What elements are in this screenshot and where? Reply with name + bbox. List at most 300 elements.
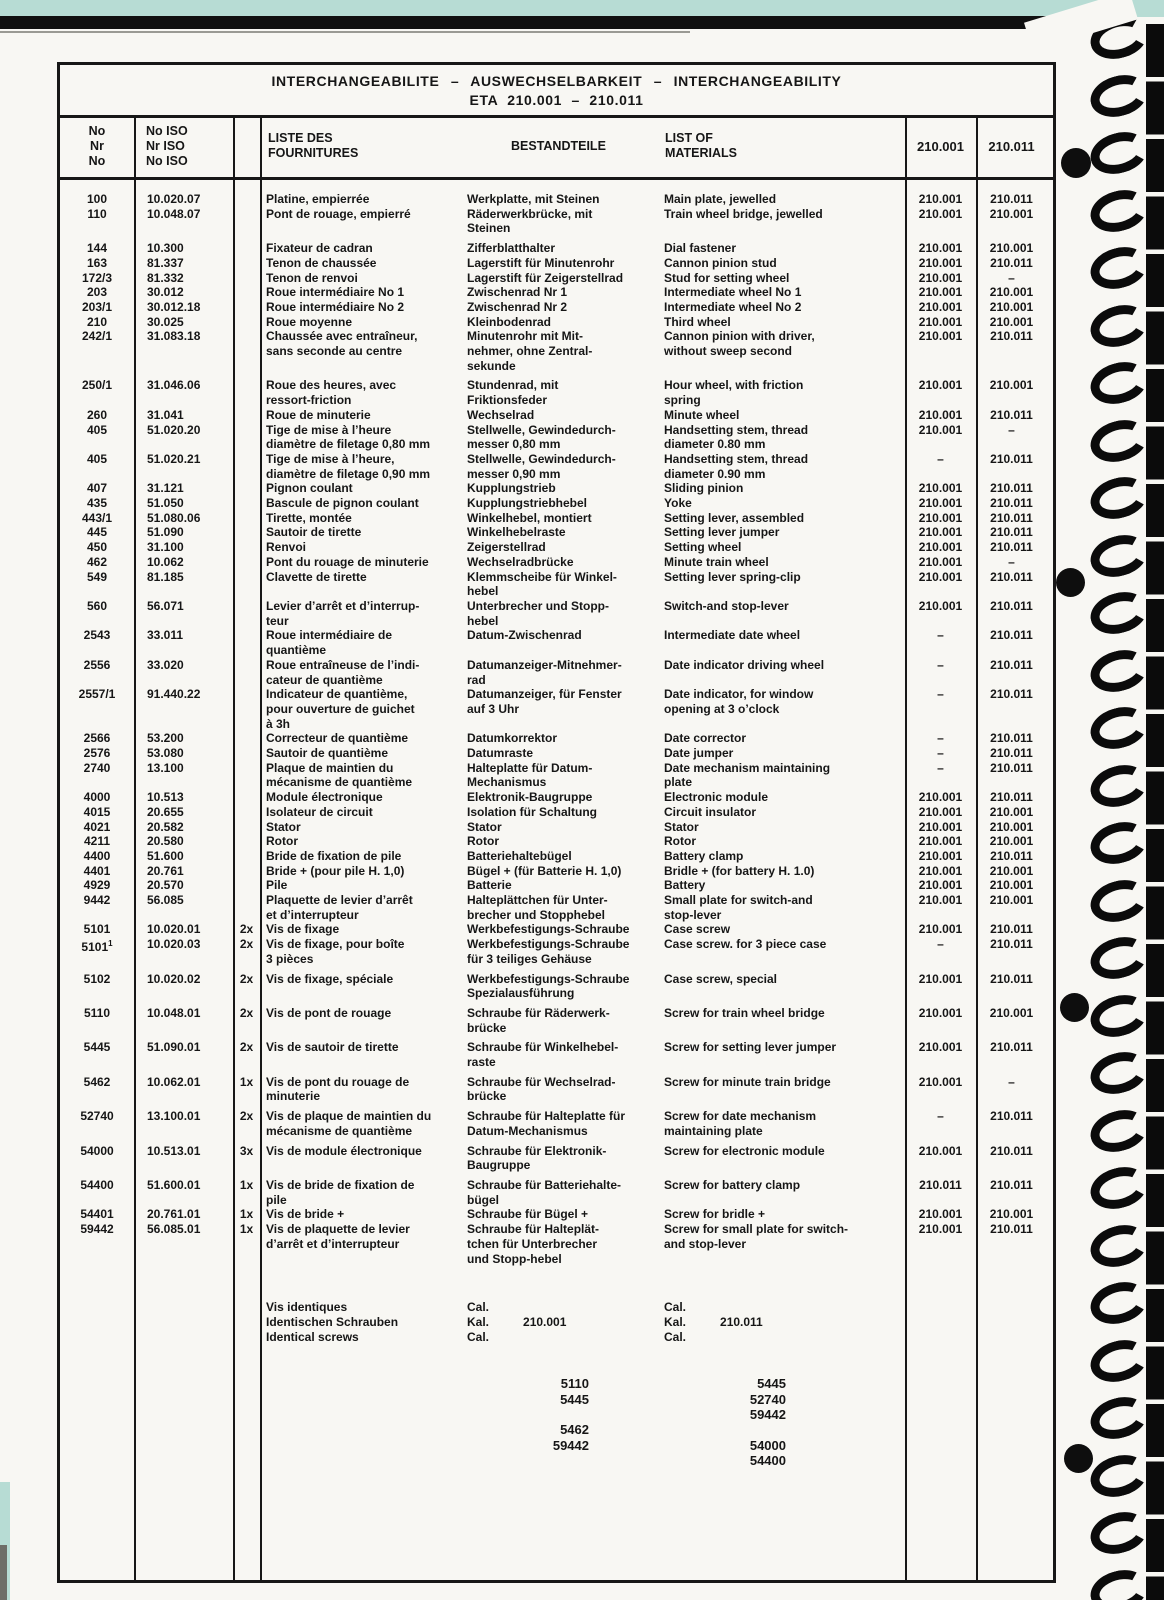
cal-210001-cell: – (937, 1109, 944, 1124)
english-name-cell: Rotor (664, 834, 696, 849)
iso-number-cell: 20.761 (147, 863, 184, 878)
screw-number: 5445 (560, 1391, 589, 1407)
cal-210011-cell: 210.011 (990, 937, 1033, 952)
quantity-cell (233, 329, 260, 373)
part-number-cell: 405 (86, 451, 108, 466)
cal-210001-cell: 210.001 (918, 192, 963, 206)
quantity-cell (233, 496, 260, 511)
cal-210001-cell: 210.001 (918, 819, 963, 834)
cal-210001-cell: 210.001 (918, 481, 963, 496)
quantity-cell (233, 893, 260, 922)
english-name-cell: Date corrector (664, 731, 747, 746)
french-name-cell: Platine, empierrée (266, 192, 370, 206)
french-name-cell: Indicateur de quantième, pour ouverture de guichet à 3h (266, 687, 415, 731)
table-row (60, 746, 1053, 761)
cal-210001-cell: 210.001 (918, 255, 963, 270)
iso-number-cell: 33.011 (147, 628, 184, 643)
quantity-cell: 2x (239, 937, 254, 952)
german-name-cell: Schraube für Wechselrad- brücke (467, 1074, 616, 1104)
iso-number-cell: 10.048.07 (147, 206, 201, 221)
spiral-binding (1084, 0, 1164, 1600)
cal-210001-cell: 210.001 (918, 1074, 963, 1089)
cal-210011-cell: 210.001 (989, 863, 1034, 878)
part-number-cell: 260 (86, 407, 108, 422)
quantity-cell (233, 408, 260, 423)
iso-number-cell: 81.332 (147, 270, 184, 285)
quantity-cell (233, 570, 260, 599)
cal-210001-cell: 210.001 (918, 1040, 963, 1055)
cal-210011-cell: 210.011 (990, 1178, 1033, 1192)
table-row (60, 241, 1053, 256)
screw-number: 59442 (749, 1407, 786, 1423)
french-name-cell: Pont du rouage de minuterie (266, 554, 429, 569)
cal-210001-cell: 210.001 (918, 206, 963, 221)
cal-210001-cell: 210.001 (918, 299, 963, 314)
part-number-cell: 2543 (83, 628, 111, 643)
quantity-cell (233, 540, 260, 555)
screw-number: 5445 (757, 1376, 786, 1392)
part-number-cell: 54000 (80, 1143, 114, 1158)
german-name-cell: Werkplatte, mit Steinen (467, 192, 600, 206)
iso-number-cell: 33.020 (147, 657, 184, 672)
english-name-cell: Screw for setting lever jumper (664, 1040, 837, 1055)
part-number-cell: 560 (86, 598, 108, 613)
german-name-cell: Stellwelle, Gewindedurch- messer 0,80 mm (467, 422, 616, 452)
french-name-cell: Correcteur de quantième (266, 731, 409, 746)
cal-210011-cell: 210.001 (989, 285, 1034, 300)
part-number-cell: 250/1 (81, 378, 113, 393)
quantity-cell (233, 241, 260, 256)
german-name-cell: Wechselradbrücke (467, 554, 574, 569)
binding-coil (1086, 126, 1153, 180)
screw-group (732, 1438, 786, 1469)
part-number-cell: 172/3 (81, 270, 113, 285)
header-english-column: LIST OF MATERIALS (665, 131, 737, 160)
french-name-cell: Pont de rouage, empierré (266, 206, 411, 221)
cal-210011-cell: 210.001 (989, 206, 1034, 221)
german-name-cell: Stellwelle, Gewindedurch- messer 0,90 mm (467, 451, 616, 481)
french-name-cell: Vis de fixage, spéciale (266, 971, 394, 986)
cal-210011-cell: 210.011 (990, 922, 1033, 937)
table-row (60, 452, 1053, 481)
cal-210011-cell: 210.011 (990, 1143, 1033, 1158)
iso-number-cell: 31.121 (147, 481, 184, 496)
french-name-cell: Vis de plaquette de levier d’arrêt et d’interrupteur (266, 1222, 410, 1251)
binding-coil (1086, 68, 1153, 122)
table-row (60, 687, 1053, 731)
part-number-cell: 435 (86, 496, 108, 511)
english-name-cell: Screw for battery clamp (664, 1178, 801, 1192)
cal-210011-cell: 210.001 (989, 804, 1034, 819)
quantity-cell (233, 628, 260, 657)
screw-group (535, 1376, 589, 1407)
table-row (60, 599, 1053, 628)
cal-210001-cell: – (937, 760, 944, 775)
cal-210011-cell: 210.001 (989, 893, 1034, 908)
cal-210011-cell: 210.011 (990, 407, 1033, 422)
quantity-cell (233, 731, 260, 746)
german-name-cell: Winkelhebel, montiert (467, 510, 592, 525)
quantity-cell (233, 256, 260, 271)
table-row (60, 207, 1053, 236)
page-top-shadow (0, 16, 1082, 29)
table-row (60, 570, 1053, 599)
iso-number-cell: 51.090 (147, 525, 184, 540)
part-number-cell: 5101$^1$ (81, 939, 113, 955)
french-name-cell: Roue moyenne (266, 314, 353, 329)
cal-210011-cell: 210.001 (989, 834, 1034, 849)
german-name-cell: Halteplättchen für Unter- brecher und Stopphebel (467, 893, 608, 922)
identical-screws-cal2: Cal. Kal. 210.011 Cal. (664, 1300, 763, 1344)
german-name-cell: Isolation für Schaltung (467, 804, 598, 819)
german-name-cell: Batteriehaltebügel (467, 848, 572, 863)
quantity-cell (233, 511, 260, 526)
table-row (60, 1144, 1053, 1173)
screw-number: 5110 (560, 1376, 589, 1392)
french-name-cell: Vis de bride de fixation de pile (266, 1178, 415, 1207)
english-name-cell: Intermediate wheel No 1 (664, 285, 802, 300)
cal-210001-cell: 210.001 (918, 525, 963, 540)
french-name-cell: Roue intermédiaire No 2 (266, 299, 405, 314)
page-left-smudge (0, 1545, 7, 1600)
quantity-cell (233, 271, 260, 286)
english-name-cell: Setting wheel (664, 540, 742, 555)
cal-210001-cell: 210.001 (918, 598, 963, 613)
iso-number-cell: 10.020.07 (147, 192, 201, 206)
english-name-cell: Date indicator, for window opening at 3 o’clock (664, 687, 814, 716)
part-number-cell: 5445 (83, 1040, 111, 1055)
screw-group (535, 1422, 589, 1453)
binding-spine (1146, 24, 1164, 1600)
english-name-cell: Handsetting stem, thread diameter 0.80 mm (664, 422, 809, 452)
iso-number-cell: 10.048.01 (147, 1005, 201, 1020)
french-name-cell: Chaussée avec entraîneur, sans seconde au centre (266, 329, 418, 359)
cal-210001-cell: – (937, 628, 944, 643)
part-number-cell: 54401 (80, 1207, 114, 1222)
english-name-cell: Bridle + (for battery H. 1.0) (664, 863, 815, 878)
part-number-cell: 5110 (83, 1005, 111, 1020)
iso-number-cell: 13.100 (147, 760, 184, 775)
quantity-cell: 3x (239, 1143, 254, 1158)
part-number-cell: 2556 (83, 657, 111, 672)
iso-number-cell: 10.513 (147, 790, 184, 805)
table-row (60, 1040, 1053, 1069)
cal-210011-cell: – (1008, 270, 1015, 285)
french-name-cell: Roue de minuterie (266, 407, 371, 422)
iso-number-cell: 51.020.21 (147, 451, 201, 466)
cal-210001-cell: – (937, 687, 944, 702)
french-name-cell: Fixateur de cadran (266, 241, 373, 256)
quantity-cell (233, 687, 260, 731)
part-number-cell: 443/1 (81, 510, 113, 525)
cal-210001-cell: 210.001 (918, 1005, 963, 1020)
cal-210011-cell: 210.011 (990, 1222, 1033, 1237)
french-name-cell: Roue entraîneuse de l’indi- cateur de quantième (266, 657, 420, 687)
iso-number-cell: 30.025 (147, 314, 184, 329)
cal-210011-cell: 210.011 (990, 329, 1033, 344)
english-name-cell: Screw for train wheel bridge (664, 1005, 825, 1020)
binding-coil (1086, 701, 1153, 755)
iso-number-cell: 53.080 (147, 746, 184, 761)
german-name-cell: Schraube für Elektronik- Baugruppe (467, 1143, 607, 1173)
part-number-cell: 4211 (83, 834, 111, 849)
german-name-cell: Elektronik-Baugruppe (467, 790, 593, 805)
quantity-cell (233, 746, 260, 761)
cal-210001-cell: 210.001 (918, 569, 963, 584)
iso-number-cell: 31.041 (147, 407, 184, 422)
binding-coil (1086, 471, 1153, 525)
iso-number-cell: 51.080.06 (147, 510, 201, 525)
cal-210001-cell: 210.001 (918, 1143, 963, 1158)
cal-210001-cell: 210.001 (918, 422, 963, 437)
page-top-teal-edge (0, 0, 1164, 17)
part-number-cell: 4015 (83, 804, 111, 819)
german-name-cell: Zwischenrad Nr 1 (467, 285, 568, 300)
french-name-cell: Tenon de chaussée (266, 255, 377, 270)
german-name-cell: Kleinbodenrad (467, 314, 552, 329)
cal-210011-cell: 210.001 (989, 314, 1034, 329)
german-name-cell: Winkelhebelraste (467, 525, 566, 540)
table-row (60, 271, 1053, 286)
french-name-cell: Vis de fixage, pour boîte 3 pièces (266, 937, 405, 966)
german-name-cell: Kupplungstriebhebel (467, 496, 587, 511)
cal-210001-cell: 210.001 (918, 270, 963, 285)
quantity-cell (233, 658, 260, 687)
german-name-cell: Zeigerstellrad (467, 540, 546, 555)
quantity-cell (233, 599, 260, 628)
english-name-cell: Case screw (664, 922, 731, 937)
french-name-cell: Sautoir de quantième (266, 746, 389, 761)
french-name-cell: Plaque de maintien du mécanisme de quantième (266, 760, 413, 790)
cal-210011-cell: 210.011 (990, 1040, 1033, 1055)
part-number-cell: 52740 (80, 1109, 114, 1124)
quantity-cell: 1x (239, 1207, 254, 1222)
french-name-cell: Stator (266, 819, 301, 834)
cal-210001-cell: – (937, 657, 944, 672)
binding-coil (1086, 1276, 1153, 1330)
english-name-cell: Stud for setting wheel (664, 270, 790, 285)
french-name-cell: Plaquette de levier d’arrêt et d’interrupteur (266, 893, 413, 922)
cal-210001-cell: 210.001 (918, 878, 963, 893)
german-name-cell: Stator (467, 819, 502, 834)
french-name-cell: Roue des heures, avec ressort-friction (266, 378, 397, 408)
cal-210011-cell: 210.001 (989, 1207, 1034, 1222)
french-name-cell: Roue intermédiaire No 1 (266, 285, 405, 300)
cal-210001-cell: 210.001 (918, 407, 963, 422)
table-row (60, 805, 1053, 820)
english-name-cell: Date jumper (664, 746, 734, 761)
identical-screws-numbers-row (60, 1376, 1053, 1469)
identical-screws-cal1-groups (463, 1376, 659, 1469)
quantity-cell (233, 820, 260, 835)
part-number-cell: 242/1 (81, 329, 113, 344)
english-name-cell: Main plate, jewelled (664, 192, 777, 206)
iso-number-cell: 20.655 (147, 804, 184, 819)
german-name-cell: Unterbrecher und Stopp- hebel (467, 598, 610, 628)
cal-210001-cell: 210.001 (918, 540, 963, 555)
binding-coil (1086, 931, 1153, 985)
cal-210011-cell: 210.001 (989, 819, 1034, 834)
german-name-cell: Klemmscheibe für Winkel- hebel (467, 569, 617, 599)
part-number-cell: 2576 (83, 746, 111, 761)
french-name-cell: Tige de mise à l’heure, diamètre de filetage 0,90 mm (266, 451, 431, 481)
iso-number-cell: 56.085 (147, 893, 184, 908)
cal-210011-cell: 210.011 (990, 569, 1033, 584)
cal-210001-cell: 210.011 (919, 1178, 962, 1192)
screw-number: 5462 (560, 1422, 589, 1438)
german-name-cell: Bügel + (für Batterie H. 1,0) (467, 863, 622, 878)
cal-210011-cell: 210.011 (990, 192, 1033, 206)
cal-210001-cell: 210.001 (918, 790, 963, 805)
french-name-cell: Clavette de tirette (266, 569, 367, 584)
french-name-cell: Vis de plaque de maintien du mécanisme de quantième (266, 1109, 432, 1138)
german-name-cell: Batterie (467, 878, 512, 893)
english-name-cell: Setting lever spring-clip (664, 569, 801, 584)
cal2-number: 210.011 (720, 1314, 763, 1329)
part-number-cell: 450 (86, 540, 108, 555)
cal-210001-cell: – (937, 937, 944, 952)
table-row (60, 1075, 1053, 1104)
french-name-cell: Levier d’arrêt et d’interrup- teur (266, 598, 420, 628)
cal-210011-cell: 210.011 (990, 746, 1033, 761)
cal-210001-cell: 210.001 (918, 834, 963, 849)
german-name-cell: Schraube für Batteriehalte- bügel (467, 1178, 622, 1207)
table-row (60, 790, 1053, 805)
english-name-cell: Screw for electronic module (664, 1143, 825, 1158)
german-name-cell: Halteplatte für Datum- Mechanismus (467, 760, 593, 790)
german-name-cell: Räderwerkbrücke, mit Steinen (467, 206, 593, 236)
part-number-cell: 5102 (83, 971, 111, 986)
english-name-cell: Small plate for switch-and stop-lever (664, 893, 813, 922)
french-name-cell: Isolateur de circuit (266, 804, 373, 819)
binding-coil (1086, 1563, 1153, 1600)
german-name-cell: Zwischenrad Nr 2 (467, 299, 568, 314)
header-cal-210011: 210.011 (988, 139, 1035, 154)
english-name-cell: Screw for bridle + (664, 1207, 766, 1222)
quantity-cell (233, 378, 260, 407)
table-row (60, 496, 1053, 511)
quantity-cell (233, 834, 260, 849)
table-row (60, 834, 1053, 849)
english-name-cell: Screw for minute train bridge (664, 1074, 831, 1089)
quantity-cell (233, 555, 260, 570)
quantity-cell: 2x (239, 1005, 254, 1020)
binding-coil (1086, 1391, 1153, 1445)
english-name-cell: Intermediate date wheel (664, 628, 801, 643)
quantity-cell: 1x (239, 1178, 254, 1192)
french-name-cell: Renvoi (266, 540, 307, 555)
cal-210011-cell: – (1008, 422, 1015, 437)
quantity-cell (233, 452, 260, 481)
cal-210001-cell: 210.001 (918, 848, 963, 863)
table-body (60, 180, 1053, 1580)
german-name-cell: Lagerstift für Zeigerstellrad (467, 270, 624, 285)
english-name-cell: Cannon pinion stud (664, 255, 777, 270)
cal-210011-cell: – (1008, 554, 1015, 569)
table-row (60, 192, 1053, 207)
french-name-cell: Pile (266, 878, 288, 893)
french-name-cell: Bride + (pour pile H. 1,0) (266, 863, 405, 878)
english-name-cell: Battery (664, 878, 706, 893)
iso-number-cell: 81.337 (147, 255, 184, 270)
cal-210011-cell: 210.001 (989, 878, 1034, 893)
german-name-cell: Kupplungstrieb (467, 481, 556, 496)
english-name-cell: Intermediate wheel No 2 (664, 299, 802, 314)
cal-210001-cell: 210.001 (918, 1222, 963, 1237)
french-name-cell: Tirette, montée (266, 510, 352, 525)
part-number-cell: 110 (87, 206, 107, 221)
quantity-cell (233, 315, 260, 330)
quantity-cell (233, 790, 260, 805)
cal-210011-cell: – (1008, 1074, 1015, 1089)
part-number-cell: 5462 (83, 1074, 111, 1089)
german-name-cell: Minutenrohr mit Mit- nehmer, ohne Zentral- sekunde (467, 329, 593, 373)
cal-210011-cell: 210.011 (990, 790, 1033, 805)
table-row (60, 285, 1053, 300)
iso-number-cell: 10.300 (147, 241, 184, 256)
part-number-cell: 549 (86, 569, 108, 584)
binding-coil (1086, 241, 1153, 295)
iso-number-cell: 56.071 (147, 598, 184, 613)
parts-list-document (57, 62, 1056, 1583)
german-name-cell: Schraube für Halteplät- tchen für Unterbrecher und Stopp-hebel (467, 1222, 600, 1266)
part-number-cell: 59442 (80, 1222, 114, 1237)
binding-coil (1086, 1218, 1153, 1272)
german-name-cell: Schraube für Räderwerk- brücke (467, 1005, 610, 1035)
binding-coil (1086, 1448, 1153, 1502)
iso-number-cell: 10.020.03 (147, 937, 201, 952)
part-number-cell: 100 (86, 192, 108, 206)
footnote-marker: 1 (108, 939, 113, 949)
part-number-cell: 4400 (83, 848, 111, 863)
german-name-cell: Datumkorrektor (467, 731, 558, 746)
quantity-cell: 1x (239, 1222, 254, 1237)
iso-number-cell: 13.100.01 (147, 1109, 201, 1124)
header-iso-column: No ISO Nr ISO No ISO (146, 124, 188, 168)
part-number-cell: 405 (86, 422, 108, 437)
screw-number: 54000 (749, 1437, 786, 1453)
cal-210011-cell: 210.011 (990, 496, 1033, 511)
part-number-cell: 4929 (83, 878, 111, 893)
english-name-cell: Case screw. for 3 piece case (664, 937, 827, 952)
english-name-cell: Sliding pinion (664, 481, 744, 496)
cal-210011-cell: 210.011 (990, 540, 1033, 555)
iso-number-cell: 31.083.18 (147, 329, 201, 344)
header-cal-210001: 210.001 (917, 139, 964, 154)
table-row (60, 1109, 1053, 1138)
cal-210001-cell: 210.001 (918, 922, 963, 937)
quantity-cell: 2x (239, 971, 254, 986)
binding-coil (1086, 758, 1153, 812)
german-name-cell: Werkbefestigungs-Schraube Spezialausführung (467, 971, 630, 1001)
binding-coil (1086, 298, 1153, 352)
cal-210001-cell: – (937, 746, 944, 761)
identical-screws-labels: Vis identiques Identischen Schrauben Identical screws (266, 1300, 399, 1344)
cal-210011-cell: 210.011 (990, 971, 1033, 986)
french-name-cell: Vis de fixage (266, 922, 340, 937)
cal-210011-cell: 210.011 (990, 687, 1033, 702)
part-number-cell: 4401 (83, 863, 111, 878)
quantity-cell (233, 805, 260, 820)
binding-coil (1086, 873, 1153, 927)
english-name-cell: Screw for small plate for switch- and stop-lever (664, 1222, 849, 1251)
binding-coil (1086, 1161, 1153, 1215)
binding-coil (1086, 1506, 1153, 1560)
table-row (60, 761, 1053, 790)
german-name-cell: Schraube für Winkelhebel- raste (467, 1040, 619, 1070)
cal-210001-cell: 210.001 (918, 554, 963, 569)
table-row (60, 1222, 1053, 1266)
